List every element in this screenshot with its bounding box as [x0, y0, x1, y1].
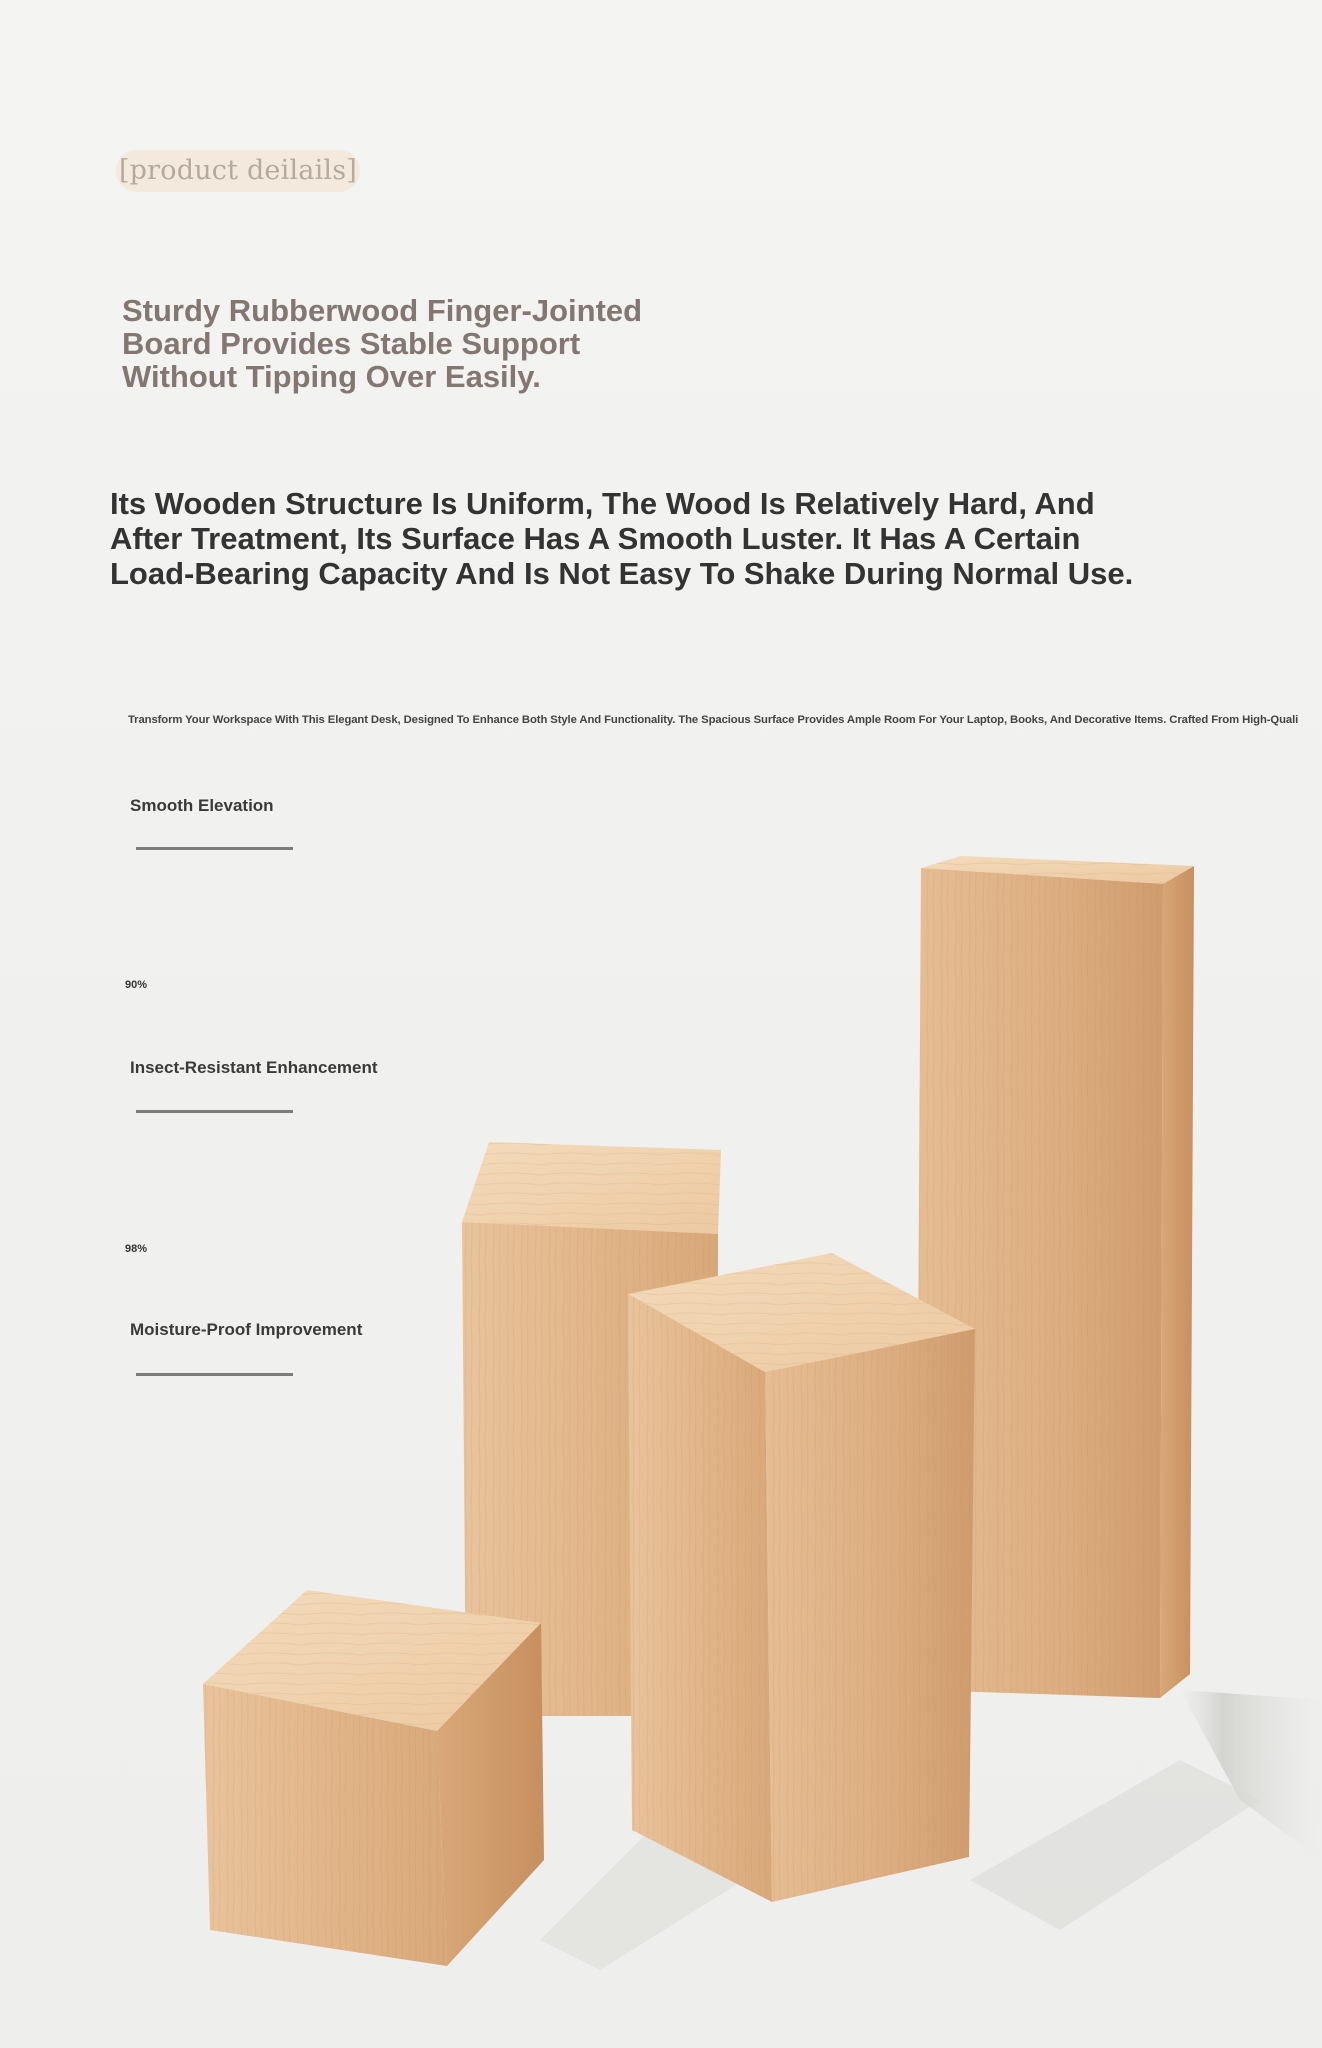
feature-percent: 98% — [125, 1243, 148, 1255]
headline-line: Board Provides Stable Support — [122, 326, 581, 361]
feature-percent: 90% — [125, 979, 148, 991]
front-wood-block — [628, 1253, 975, 1902]
feature-divider — [136, 1373, 293, 1376]
feature-divider — [136, 847, 293, 850]
product-details-tag-label: [product deilails] — [118, 155, 358, 186]
headline-line: Without Tipping Over Easily. — [122, 359, 541, 394]
product-description: Transform Your Workspace With This Elegant Desk, Designed To Enhance Both Style And Functionality. The Spacious Surface Provides Ample Room For Your Laptop, Books, And Decorative Items. Crafted From High-Quali — [128, 714, 1299, 726]
feature-label-moisture-proof: Moisture-Proof Improvement — [130, 1320, 363, 1339]
feature-label-insect-resistant: Insect-Resistant Enhancement — [130, 1058, 378, 1077]
feature-label-smooth-elevation: Smooth Elevation — [130, 796, 274, 815]
subheading-line: Its Wooden Structure Is Uniform, The Wood Is Relatively Hard, And — [110, 486, 1095, 521]
subheading-line: After Treatment, Its Surface Has A Smooth Luster. It Has A Certain — [110, 521, 1081, 556]
headline — [122, 294, 682, 393]
headline-line: Sturdy Rubberwood Finger-Jointed — [122, 293, 643, 328]
feature-divider — [136, 1110, 293, 1113]
subheading — [110, 486, 1150, 591]
subheading-line: Load-Bearing Capacity And Is Not Easy To Shake During Normal Use. — [110, 556, 1134, 591]
front-block-shadow — [970, 1760, 1260, 1930]
small-wood-cube — [203, 1590, 544, 1966]
